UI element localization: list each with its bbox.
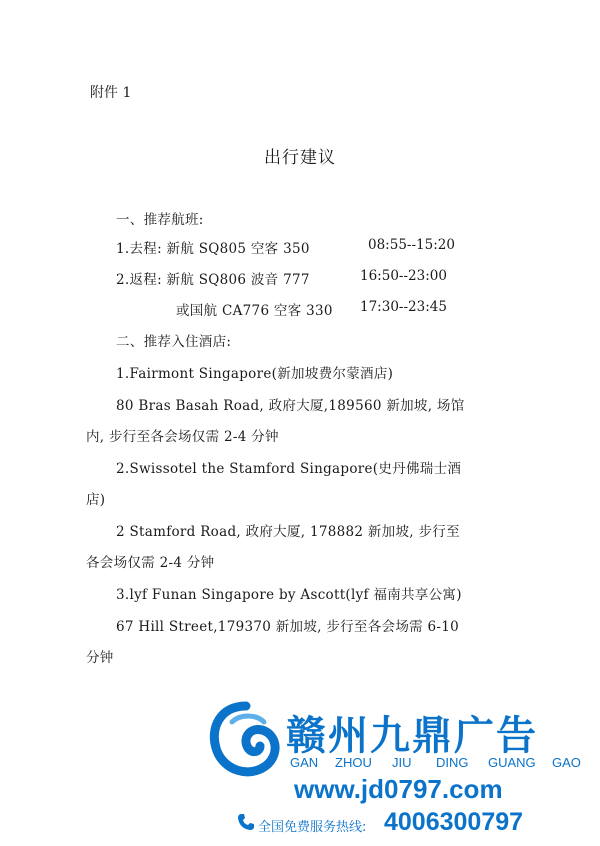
watermark-hotline-number: 4006300797	[384, 808, 524, 836]
hotel-1-address-line1: 80 Bras Basah Road, 政府大厦,189560 新加坡, 场馆	[116, 398, 465, 414]
hotel-3-address-line1: 67 Hill Street,179370 新加坡, 步行至各会场需 6-10	[116, 619, 460, 635]
watermark-pinyin-4: DING	[436, 755, 469, 770]
watermark-pinyin-3: JIU	[392, 755, 412, 770]
hotels-heading: 二、推荐入住酒店:	[116, 334, 232, 350]
flights-heading: 一、推荐航班:	[116, 212, 204, 228]
hotel-2-address-line2: 各会场仅需 2-4 分钟	[86, 555, 215, 571]
flight-outbound-time: 08:55--15:20	[368, 237, 455, 253]
watermark-pinyin-6: GAO	[552, 755, 581, 770]
hotel-2-address-line1: 2 Stamford Road, 政府大厦, 178882 新加坡, 步行至	[116, 524, 460, 540]
flight-outbound-label: 1.去程: 新航 SQ805 空客 350	[116, 241, 310, 257]
watermark-hotline-label: 全国免费服务热线:	[258, 820, 367, 835]
hotel-3-address-line2: 分钟	[86, 650, 114, 666]
flight-return-label: 2.返程: 新航 SQ806 波音 777	[116, 272, 310, 288]
watermark-pinyin-1: GAN	[290, 755, 319, 770]
watermark-pinyin-2: ZHOU	[335, 755, 372, 770]
phone-icon	[236, 812, 256, 832]
watermark-pinyin-5: GUANG	[488, 755, 536, 770]
hotel-1-name: 1.Fairmont Singapore(新加坡费尔蒙酒店)	[116, 366, 394, 382]
watermark-company-name: 赣州九鼎广告	[286, 713, 538, 759]
hotel-2-name-line1: 2.Swissotel the Stamford Singapore(史丹佛瑞士酒	[116, 461, 462, 477]
flight-return-alt-time: 17:30--23:45	[360, 299, 447, 315]
hotel-1-address-line2: 内, 步行至各会场仅需 2-4 分钟	[86, 429, 279, 445]
flight-return-time: 16:50--23:00	[360, 268, 447, 284]
hotel-2-name-line2: 店)	[86, 492, 106, 508]
hotel-3-name: 3.lyf Funan Singapore by Ascott(lyf 福南共享公寓)	[116, 587, 462, 603]
page-title: 出行建议	[264, 148, 336, 168]
flight-return-alt-label: 或国航 CA776 空客 330	[176, 303, 333, 319]
swirl-logo-icon	[206, 700, 282, 784]
watermark-url: www.jd0797.com	[294, 774, 503, 804]
attachment-label: 附件 1	[90, 85, 132, 101]
